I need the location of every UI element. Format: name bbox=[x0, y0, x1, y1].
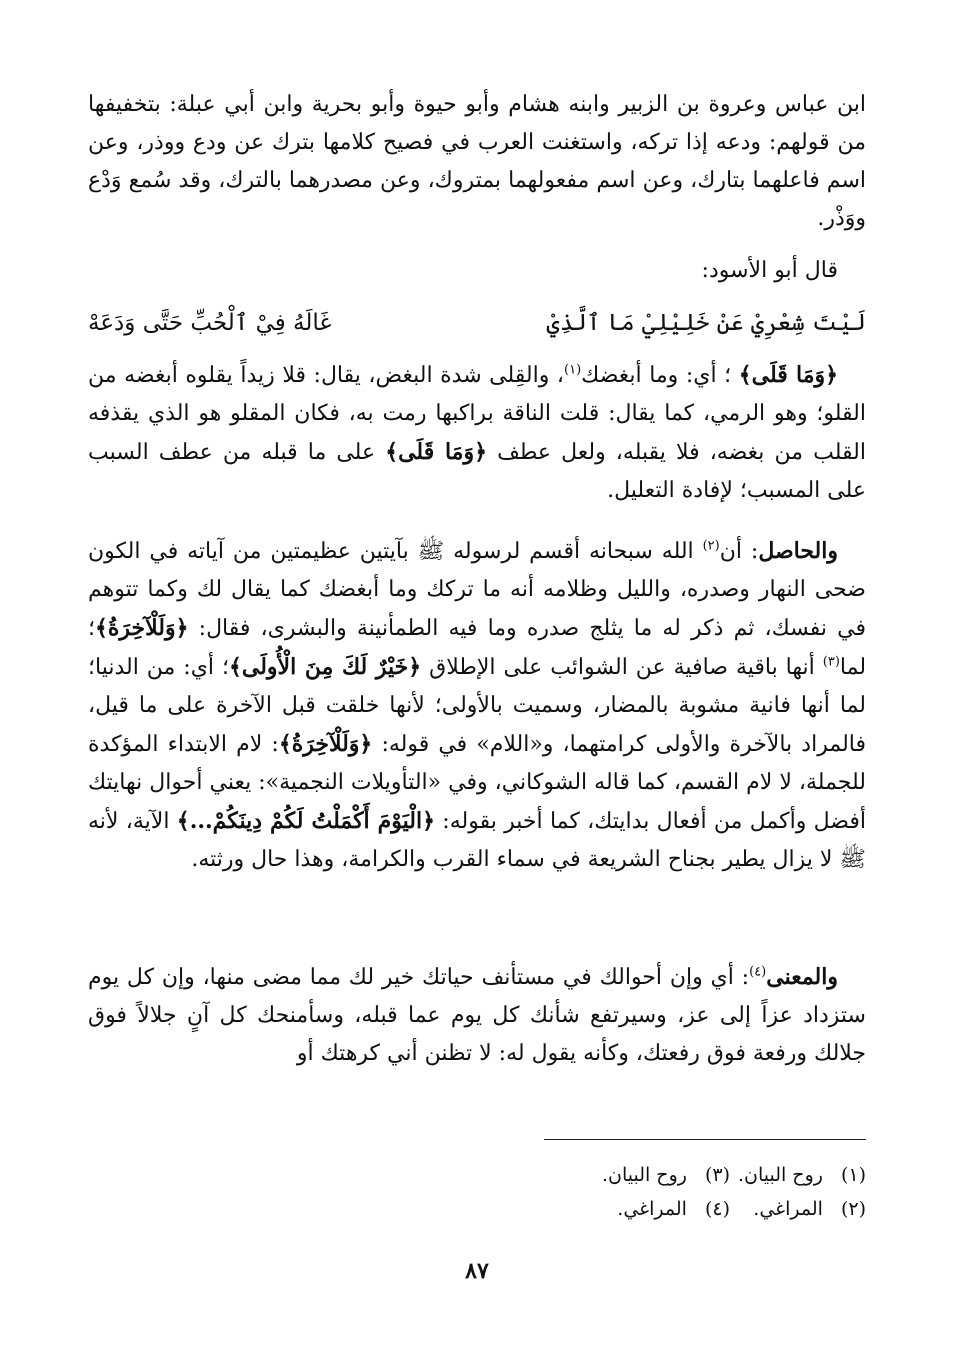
footnote-ref: (٢) bbox=[702, 538, 720, 554]
footnote-number: (١) bbox=[840, 1164, 866, 1186]
summary-part: أنها باقية صافية عن الشوائب على الإطلاق bbox=[429, 655, 815, 680]
footnote-text: روح البيان. bbox=[601, 1164, 687, 1186]
summary-text bbox=[88, 532, 866, 879]
footnote-number: (٣) bbox=[704, 1164, 730, 1186]
footnote-item bbox=[470, 1192, 730, 1226]
footnote-text: المراغي. bbox=[617, 1198, 687, 1220]
meaning-label: والمعنى bbox=[766, 964, 838, 990]
summary-label: والحاصل bbox=[758, 538, 838, 564]
footnote-item bbox=[470, 1158, 730, 1192]
explanation-part: ، والقِلى شدة البغض، يقال: قلا زيداً يقلوه أبغضه من القلو؛ وهو الرمي، كما يقال: قلت الناقة براكبها رمت به، فكان المقلو هو الذي يقذفه القلب من بغضه، فلا يقبله، ولعل عطف bbox=[88, 363, 866, 465]
summary-part: ؛ لما bbox=[88, 616, 867, 680]
verse-second-hemistich: غَالَهُ فِيْ ٱلْحُبِّ حَتَّى وَدَعَهْ bbox=[88, 310, 332, 336]
quran-quote: ﴿خَيْرٌ لَكَ مِنَ الْأُولَى﴾ bbox=[229, 654, 422, 680]
explanation-part: على ما قبله من عطف السبب على المسبب؛ لإفادة التعليل. bbox=[88, 440, 866, 503]
footnote-text: روح البيان. bbox=[737, 1164, 823, 1186]
explanation-part: ؛ أي: وما أبغضك bbox=[581, 363, 732, 388]
summary-part: ؛ أي: من الدنيا؛ لما أنها فانية مشوبة بالمضار، وسميت بالأولى؛ لأنها خلقت قبل الآخرة على ما قيل، فالمراد بالآخرة والأولى كرامتهما، و«اللام» في قوله: bbox=[88, 655, 866, 757]
footnote-text: المراغي. bbox=[753, 1198, 823, 1220]
summary-part: : لام الابتداء المؤكدة للجملة، لا لام القسم، كما قاله الشوكاني، وفي «التأويلات النجمية»: يعني أحوال نهايتك أفضل وأكمل من أفعال بدايتك، كما أخبر بقوله: bbox=[88, 732, 867, 834]
meaning-part: : أي وإن أحوالك في مستأنف حياتك خير لك مما مضى منها، وإن كل يوم ستزداد عزاً إلى عز، وسيرتفع شأنك كل يوم عما قبله، وسأمنحك كل آنٍ جلالاً فوق جلالك ورفعة فوق رفعتك، وكأنه يقول له: لا تظنن أني كرهتك أو bbox=[88, 965, 866, 1066]
quote-intro-paragraph bbox=[88, 252, 866, 290]
poetry-verse bbox=[88, 308, 866, 348]
summary-part: : أن bbox=[719, 539, 759, 564]
footnote-number: (٤) bbox=[704, 1198, 730, 1220]
footnotes-left-column bbox=[470, 1158, 730, 1226]
quote-intro-text: قال أبو الأسود: bbox=[701, 258, 838, 283]
summary-paragraph bbox=[88, 532, 866, 879]
meaning-paragraph bbox=[88, 958, 866, 1073]
footnote-divider bbox=[544, 1139, 866, 1140]
footnote-ref: (١) bbox=[564, 362, 582, 378]
meaning-text bbox=[88, 958, 866, 1073]
verse-first-hemistich: لَيْتَ شِعْرِيْ عَنْ خَلِيْلِيْ مَا ٱلَّذِيْ bbox=[546, 310, 866, 336]
quran-quote: ﴿وَلَلْآخِرَةُ﴾ bbox=[278, 731, 373, 757]
quran-quote: ﴿الْيَوْمَ أَكْمَلْتُ لَكُمْ دِينَكُمْ...﴾ bbox=[176, 808, 435, 834]
footnote-number: (٢) bbox=[840, 1198, 866, 1220]
page-number: ٨٧ bbox=[465, 1258, 489, 1284]
intro-text: ابن عباس وعروة بن الزبير وابنه هشام وأبو حيوة وأبو بحرية وابن أبي عبلة: بتخفيفها من قولهم: ودعه إذا تركه، واستغنت العرب في فصيح كلامها بترك عن ودع ووذر، وعن اسم فاعلهما بتارك، وعن اسم مفعولهما بمتروك، وعن مصدرهما بالترك، وقد سُمع وَدْع ووَذْر. bbox=[88, 92, 866, 231]
intro-paragraph bbox=[88, 86, 866, 238]
footnote-ref: (٣) bbox=[822, 654, 840, 670]
summary-part: الآية، لأنه ﷺ لا يزال يطير بجناح الشريعة في سماء القرب والكرامة، وهذا حال ورثته. bbox=[88, 809, 866, 872]
quran-quote: ﴿وَمَا قَلَى﴾ bbox=[738, 362, 838, 388]
summary-part: الله سبحانه أقسم لرسوله ﷺ بآيتين عظيمتين من آياته في الكون ضحى النهار وصدره، والليل وظلامه أنه ما تركك وما أبغضك كما يقال لك وكما تتوهم في نفسك، ثم ذكر له ما يثلج صدره وما فيه الطمأنينة والبشرى، فقال: bbox=[88, 539, 866, 641]
footnote-ref: (٤) bbox=[749, 964, 767, 980]
quran-quote: ﴿وَلَلْآخِرَةُ﴾ bbox=[95, 615, 189, 641]
explanation-text bbox=[88, 356, 866, 510]
quran-quote: ﴿وَمَا قَلَى﴾ bbox=[385, 439, 487, 465]
explanation-paragraph bbox=[88, 356, 866, 510]
